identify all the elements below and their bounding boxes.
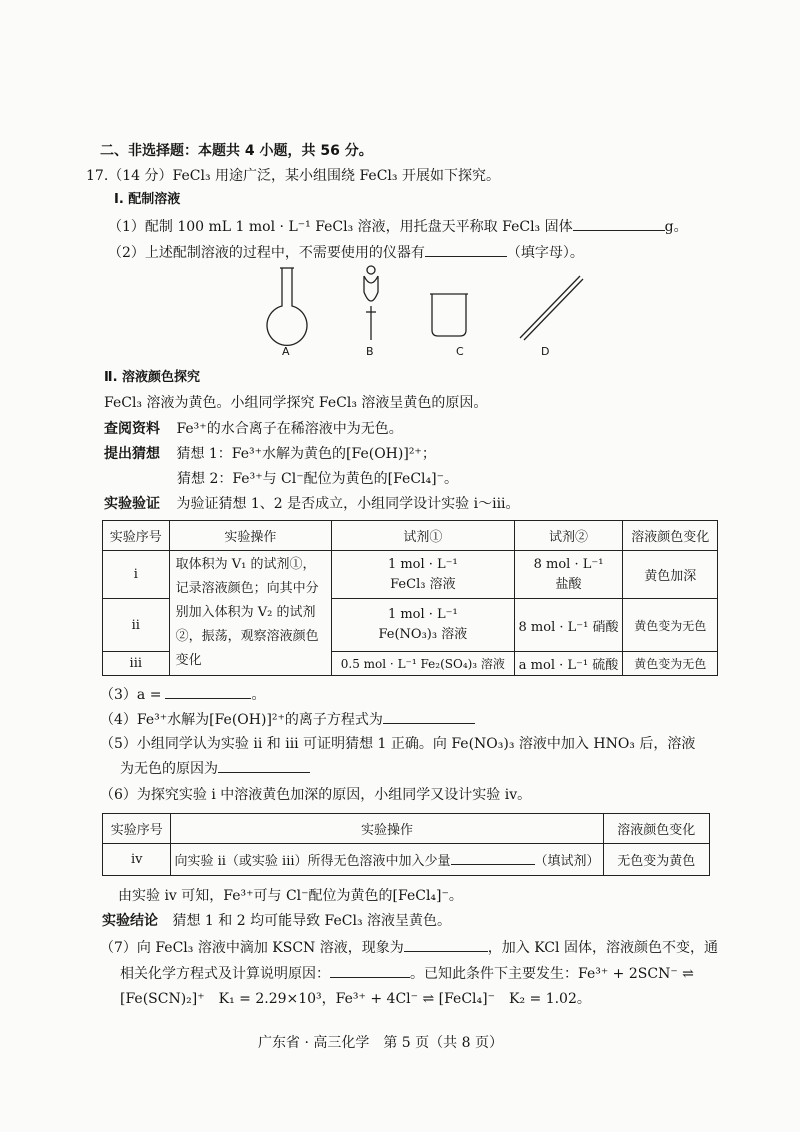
question-7-text: （7）向 FeCl₃ 溶液中滴加 KSCN 溶液，现象为: [100, 940, 404, 956]
label-d: D: [541, 345, 550, 358]
table2-header-color: 溶液颜色变化: [603, 814, 709, 844]
reagent-2: 8 mol · L⁻¹ 硝酸: [514, 599, 623, 651]
separatory-funnel-icon: [364, 266, 378, 340]
question-3-text: （3）a =: [100, 687, 162, 703]
conclusion-line: [102, 911, 451, 931]
row-id: ii: [103, 599, 170, 651]
question-2-text: （2）上述配制溶液的过程中，不需要使用的仪器有: [108, 245, 425, 261]
table-row: [103, 551, 718, 599]
reagent-1-name: FeCl₃ 溶液: [390, 576, 456, 592]
table1-header-id: 实验序号: [103, 521, 170, 551]
verification-line: [104, 494, 520, 514]
part-1-title: Ⅰ. 配制溶液: [114, 192, 181, 207]
question-2-suffix: （填字母）。: [506, 245, 584, 261]
question-1: [108, 216, 688, 237]
conclusion-text: 猜想 1 和 2 均可能导致 FeCl₃ 溶液呈黄色。: [172, 913, 452, 929]
question-3-end: 。: [251, 687, 266, 703]
question-7-text-2: ，加入 KCl 固体，溶液颜色不变，通: [487, 940, 718, 956]
question-5: （5）小组同学认为实验 ii 和 iii 可证明猜想 1 正确。向 Fe(NO₃)₃ 溶液中加入 HNO₃ 后，溶液: [100, 736, 696, 752]
lab-instruments-figure: [250, 262, 610, 362]
question-7-cont: [120, 963, 694, 984]
hypothesis-1-line: [104, 444, 436, 464]
hypothesis-label: 提出猜想: [104, 446, 160, 462]
reagent-2: [514, 551, 623, 599]
row-id: iii: [103, 651, 170, 675]
table1-header-reagent2: 试剂②: [514, 521, 623, 551]
color-change: 黄色加深: [623, 551, 718, 599]
question-4: [100, 709, 475, 730]
answer-blank[interactable]: [330, 963, 410, 978]
page-footer: 广东省 · 高三化学 第 5 页（共 8 页）: [258, 1035, 503, 1051]
table2-header-operation: 实验操作: [171, 814, 603, 844]
verification-text: 为验证猜想 1、2 是否成立，小组同学设计实验 i～iii。: [176, 496, 520, 512]
hypothesis-1: 猜想 1：Fe³⁺水解为黄色的[Fe(OH)]²⁺；: [176, 446, 436, 462]
question-5-text: 为无色的原因为: [120, 761, 218, 777]
reagent-1-conc: 1 mol · L⁻¹: [387, 556, 458, 572]
question-7-text-4: 。已知此条件下主要发生：Fe³⁺ + 2SCN⁻ ⇌: [410, 966, 694, 982]
part-2-title: Ⅱ. 溶液颜色探究: [104, 370, 201, 385]
beaker-icon: [430, 294, 468, 336]
section-title: 二、非选择题：本题共 4 小题，共 56 分。: [100, 143, 373, 159]
table1-header-operation: 实验操作: [169, 521, 332, 551]
row-id: i: [103, 551, 170, 599]
reagent-1: 0.5 mol · L⁻¹ Fe₂(SO₄)₃ 溶液: [332, 651, 514, 675]
question-2: [108, 242, 584, 263]
label-a: A: [282, 345, 290, 358]
experiment-table-1: [102, 520, 718, 676]
reagent-1: [332, 599, 514, 651]
question-7: [100, 937, 718, 958]
question-7-text-3: 相关化学方程式及计算说明原因：: [120, 966, 330, 982]
question-6: （6）为探究实验 i 中溶液黄色加深的原因，小组同学又设计实验 iv。: [100, 787, 532, 803]
label-c: C: [456, 345, 464, 358]
volumetric-flask-icon: [267, 268, 307, 345]
answer-blank[interactable]: [404, 937, 488, 952]
question-7-equations: [Fe(SCN)₂]⁺ K₁ = 2.29×10³，Fe³⁺ + 4Cl⁻ ⇌ [FeCl₄]⁻ K₂ = 1.02。: [120, 991, 591, 1007]
question-1-text: （1）配制 100 mL 1 mol · L⁻¹ FeCl₃ 溶液，用托盘天平称取 FeCl₃ 固体: [108, 219, 573, 235]
color-change: 黄色变为无色: [623, 651, 718, 675]
reagent-2-name: 盐酸: [555, 576, 582, 592]
label-b: B: [366, 345, 374, 358]
conclusion-iv: 由实验 iv 可知，Fe³⁺可与 Cl⁻配位为黄色的[FeCl₄]⁻。: [118, 888, 463, 904]
fill-hint: （填试剂）: [534, 854, 600, 869]
answer-blank[interactable]: [165, 684, 251, 699]
reference-label: 查阅资料: [104, 421, 160, 437]
conclusion-label: 实验结论: [102, 913, 158, 929]
reagent-2-conc: 8 mol · L⁻¹: [533, 556, 604, 572]
answer-blank[interactable]: [573, 216, 665, 231]
reference-text: Fe³⁺的水合离子在稀溶液中为无色。: [176, 421, 403, 437]
verification-label: 实验验证: [104, 496, 160, 512]
table1-header-color: 溶液颜色变化: [623, 521, 718, 551]
answer-blank[interactable]: [218, 758, 310, 773]
answer-blank[interactable]: [451, 850, 535, 865]
experiment-operation: 取体积为 V₁ 的试剂①，记录溶液颜色；向其中分别加入体积为 V₂ 的试剂②，振荡，观察溶液颜色变化: [169, 551, 332, 676]
experiment-operation: [171, 844, 603, 876]
part-2-intro: FeCl₃ 溶液为黄色。小组同学探究 FeCl₃ 溶液呈黄色的原因。: [104, 395, 488, 411]
table2-header-id: 实验序号: [103, 814, 171, 844]
question-4-text: （4）Fe³⁺水解为[Fe(OH)]²⁺的离子方程式为: [100, 712, 383, 728]
row-id: iv: [103, 844, 171, 876]
color-change: 无色变为黄色: [603, 844, 709, 876]
question-5-cont: [120, 758, 310, 779]
color-change: 黄色变为无色: [623, 599, 718, 651]
reagent-1: [332, 551, 514, 599]
answer-blank[interactable]: [425, 242, 507, 257]
reagent-2: a mol · L⁻¹ 硫酸: [514, 651, 623, 675]
answer-blank[interactable]: [383, 709, 475, 724]
operation-text: 向实验 ii（或实验 iii）所得无色溶液中加入少量: [174, 854, 451, 869]
reagent-1-name: Fe(NO₃)₃ 溶液: [378, 627, 468, 643]
hypothesis-2: 猜想 2：Fe³⁺与 Cl⁻配位为黄色的[FeCl₄]⁻。: [177, 471, 458, 487]
table-row: [103, 844, 710, 876]
table1-header-reagent1: 试剂①: [332, 521, 514, 551]
reagent-1-conc: 1 mol · L⁻¹: [387, 607, 458, 623]
question-17-title: 17.（14 分）FeCl₃ 用途广泛，某小组围绕 FeCl₃ 开展如下探究。: [86, 168, 500, 184]
question-3: [100, 684, 265, 705]
experiment-table-2: [102, 813, 710, 876]
question-1-unit: g。: [664, 219, 688, 235]
reference-line: [104, 419, 403, 439]
glass-rod-icon: [520, 276, 583, 340]
